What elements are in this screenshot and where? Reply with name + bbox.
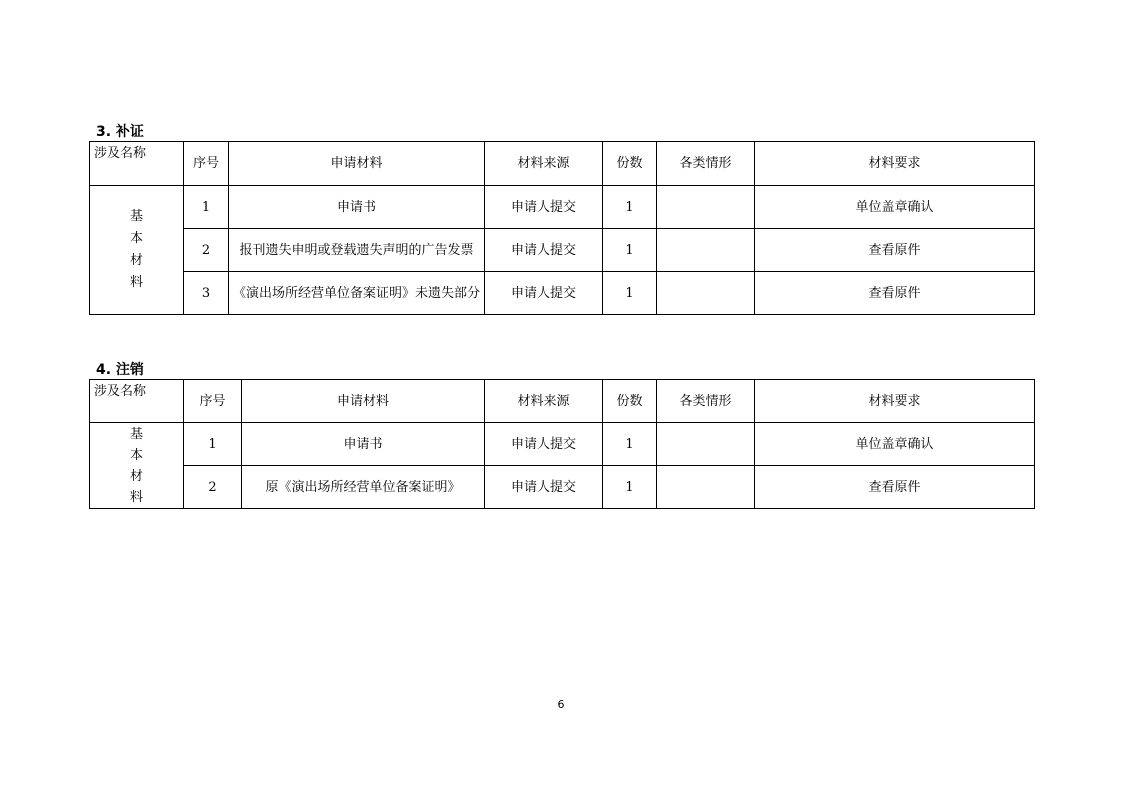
cell-requirement: 查看原件 [755,466,1035,509]
cell-no: 1 [184,186,229,229]
header-requirement: 材料要求 [755,142,1035,186]
header-situation: 各类情形 [657,142,755,186]
cell-material: 《演出场所经营单位备案证明》未遗失部分 [229,272,485,315]
table-row [90,466,1035,509]
cell-no: 2 [184,229,229,272]
cell-no: 2 [184,466,242,509]
cell-situation [657,229,755,272]
table-header-row [90,142,1035,186]
header-situation: 各类情形 [657,380,755,423]
cell-copies: 1 [603,466,657,509]
cell-requirement: 单位盖章确认 [755,186,1035,229]
header-material: 申请材料 [242,380,485,423]
cell-requirement: 单位盖章确认 [755,423,1035,466]
header-no: 序号 [184,380,242,423]
cell-no: 3 [184,272,229,315]
header-name: 涉及名称 [90,142,184,186]
cell-material: 申请书 [229,186,485,229]
cell-copies: 1 [603,272,657,315]
cell-source: 申请人提交 [485,186,603,229]
cell-copies: 1 [603,186,657,229]
cell-source: 申请人提交 [485,466,603,509]
cell-situation [657,466,755,509]
section-title-cancellation: 4. 注销 [96,362,144,378]
cell-situation [657,186,755,229]
header-name: 涉及名称 [90,380,184,423]
table-row [90,229,1035,272]
cell-material: 原《演出场所经营单位备案证明》 [242,466,485,509]
header-no: 序号 [184,142,229,186]
replacement-materials-table [89,141,1035,315]
cell-requirement: 查看原件 [755,229,1035,272]
page-number: 6 [557,698,565,711]
table-row [90,423,1035,466]
header-copies: 份数 [603,380,657,423]
section-title-replacement: 3. 补证 [96,124,144,140]
cell-situation [657,272,755,315]
cell-source: 申请人提交 [485,423,603,466]
cell-no: 1 [184,423,242,466]
table-header-row [90,380,1035,423]
cancellation-materials-table [89,379,1035,509]
group-label-basic-materials: 基 本 材 料 [90,186,184,315]
cell-requirement: 查看原件 [755,272,1035,315]
cell-situation [657,423,755,466]
cell-copies: 1 [603,423,657,466]
cell-copies: 1 [603,229,657,272]
header-copies: 份数 [603,142,657,186]
cell-source: 申请人提交 [485,229,603,272]
group-label-basic-materials: 基 本 材 料 [90,423,184,509]
header-source: 材料来源 [485,380,603,423]
cell-material: 报刊遗失申明或登载遗失声明的广告发票 [229,229,485,272]
table-row [90,186,1035,229]
cell-material: 申请书 [242,423,485,466]
header-source: 材料来源 [485,142,603,186]
table-row [90,272,1035,315]
header-material: 申请材料 [229,142,485,186]
cell-source: 申请人提交 [485,272,603,315]
header-requirement: 材料要求 [755,380,1035,423]
